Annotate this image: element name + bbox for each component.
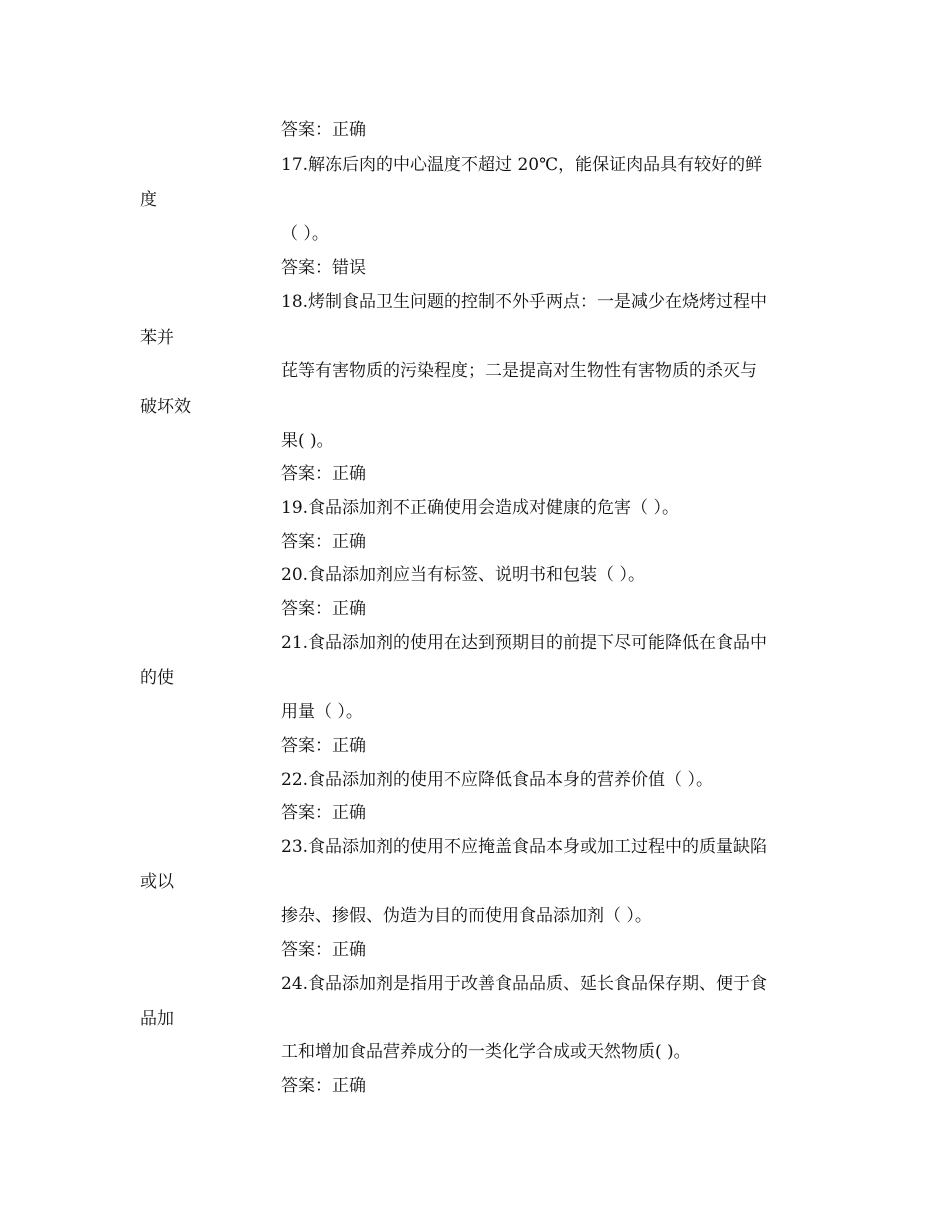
answer-20: 答案：正确 (281, 599, 366, 619)
answer-23: 答案：正确 (281, 940, 366, 960)
question-22: 22.食品添加剂的使用不应降低食品本身的营养价值（ ）。 (281, 770, 713, 790)
answer-21: 答案：正确 (281, 736, 366, 756)
question-18-line-2: 芘等有害物质的污染程度；二是提高对生物性有害物质的杀灭与 (281, 361, 757, 381)
question-21-line-1: 21.食品添加剂的使用在达到预期目的前提下尽可能降低在食品中 (281, 633, 768, 653)
question-20: 20.食品添加剂应当有标签、说明书和包装（ ）。 (281, 565, 645, 585)
question-18-line-1: 18.烤制食品卫生问题的控制不外乎两点：一是减少在烧烤过程中 (281, 292, 768, 312)
question-18-wrap-2: 破坏效 (140, 397, 191, 417)
question-17-line-2: （ ）。 (281, 224, 329, 244)
question-23-line-1: 23.食品添加剂的使用不应掩盖食品本身或加工过程中的质量缺陷 (281, 837, 768, 857)
question-19: 19.食品添加剂不正确使用会造成对健康的危害（ ）。 (281, 498, 679, 518)
question-18-wrap-1: 苯并 (140, 328, 174, 348)
question-17-wrap-1: 度 (140, 190, 157, 210)
question-23-wrap-1: 或以 (140, 872, 174, 892)
question-24-line-1: 24.食品添加剂是指用于改善食品品质、延长食品保存期、便于食 (281, 974, 768, 994)
question-21-wrap-1: 的使 (140, 668, 174, 688)
question-24-wrap-1: 品加 (140, 1009, 174, 1029)
question-18-line-3: 果( )。 (281, 431, 334, 451)
question-23-line-2: 掺杂、掺假、伪造为目的而使用食品添加剂（ ）。 (281, 906, 652, 926)
question-21-line-2: 用量（ ）。 (281, 702, 363, 722)
answer-18: 答案：正确 (281, 464, 366, 484)
answer-16: 答案：正确 (281, 120, 366, 140)
question-24-line-2: 工和增加食品营养成分的一类化学合成或天然物质( )。 (281, 1042, 691, 1062)
answer-22: 答案：正确 (281, 803, 366, 823)
answer-19: 答案：正确 (281, 532, 366, 552)
question-17-line-1: 17.解冻后肉的中心温度不超过 20℃，能保证肉品具有较好的鲜 (281, 155, 763, 175)
answer-24: 答案：正确 (281, 1076, 366, 1096)
answer-17: 答案：错误 (281, 258, 366, 278)
